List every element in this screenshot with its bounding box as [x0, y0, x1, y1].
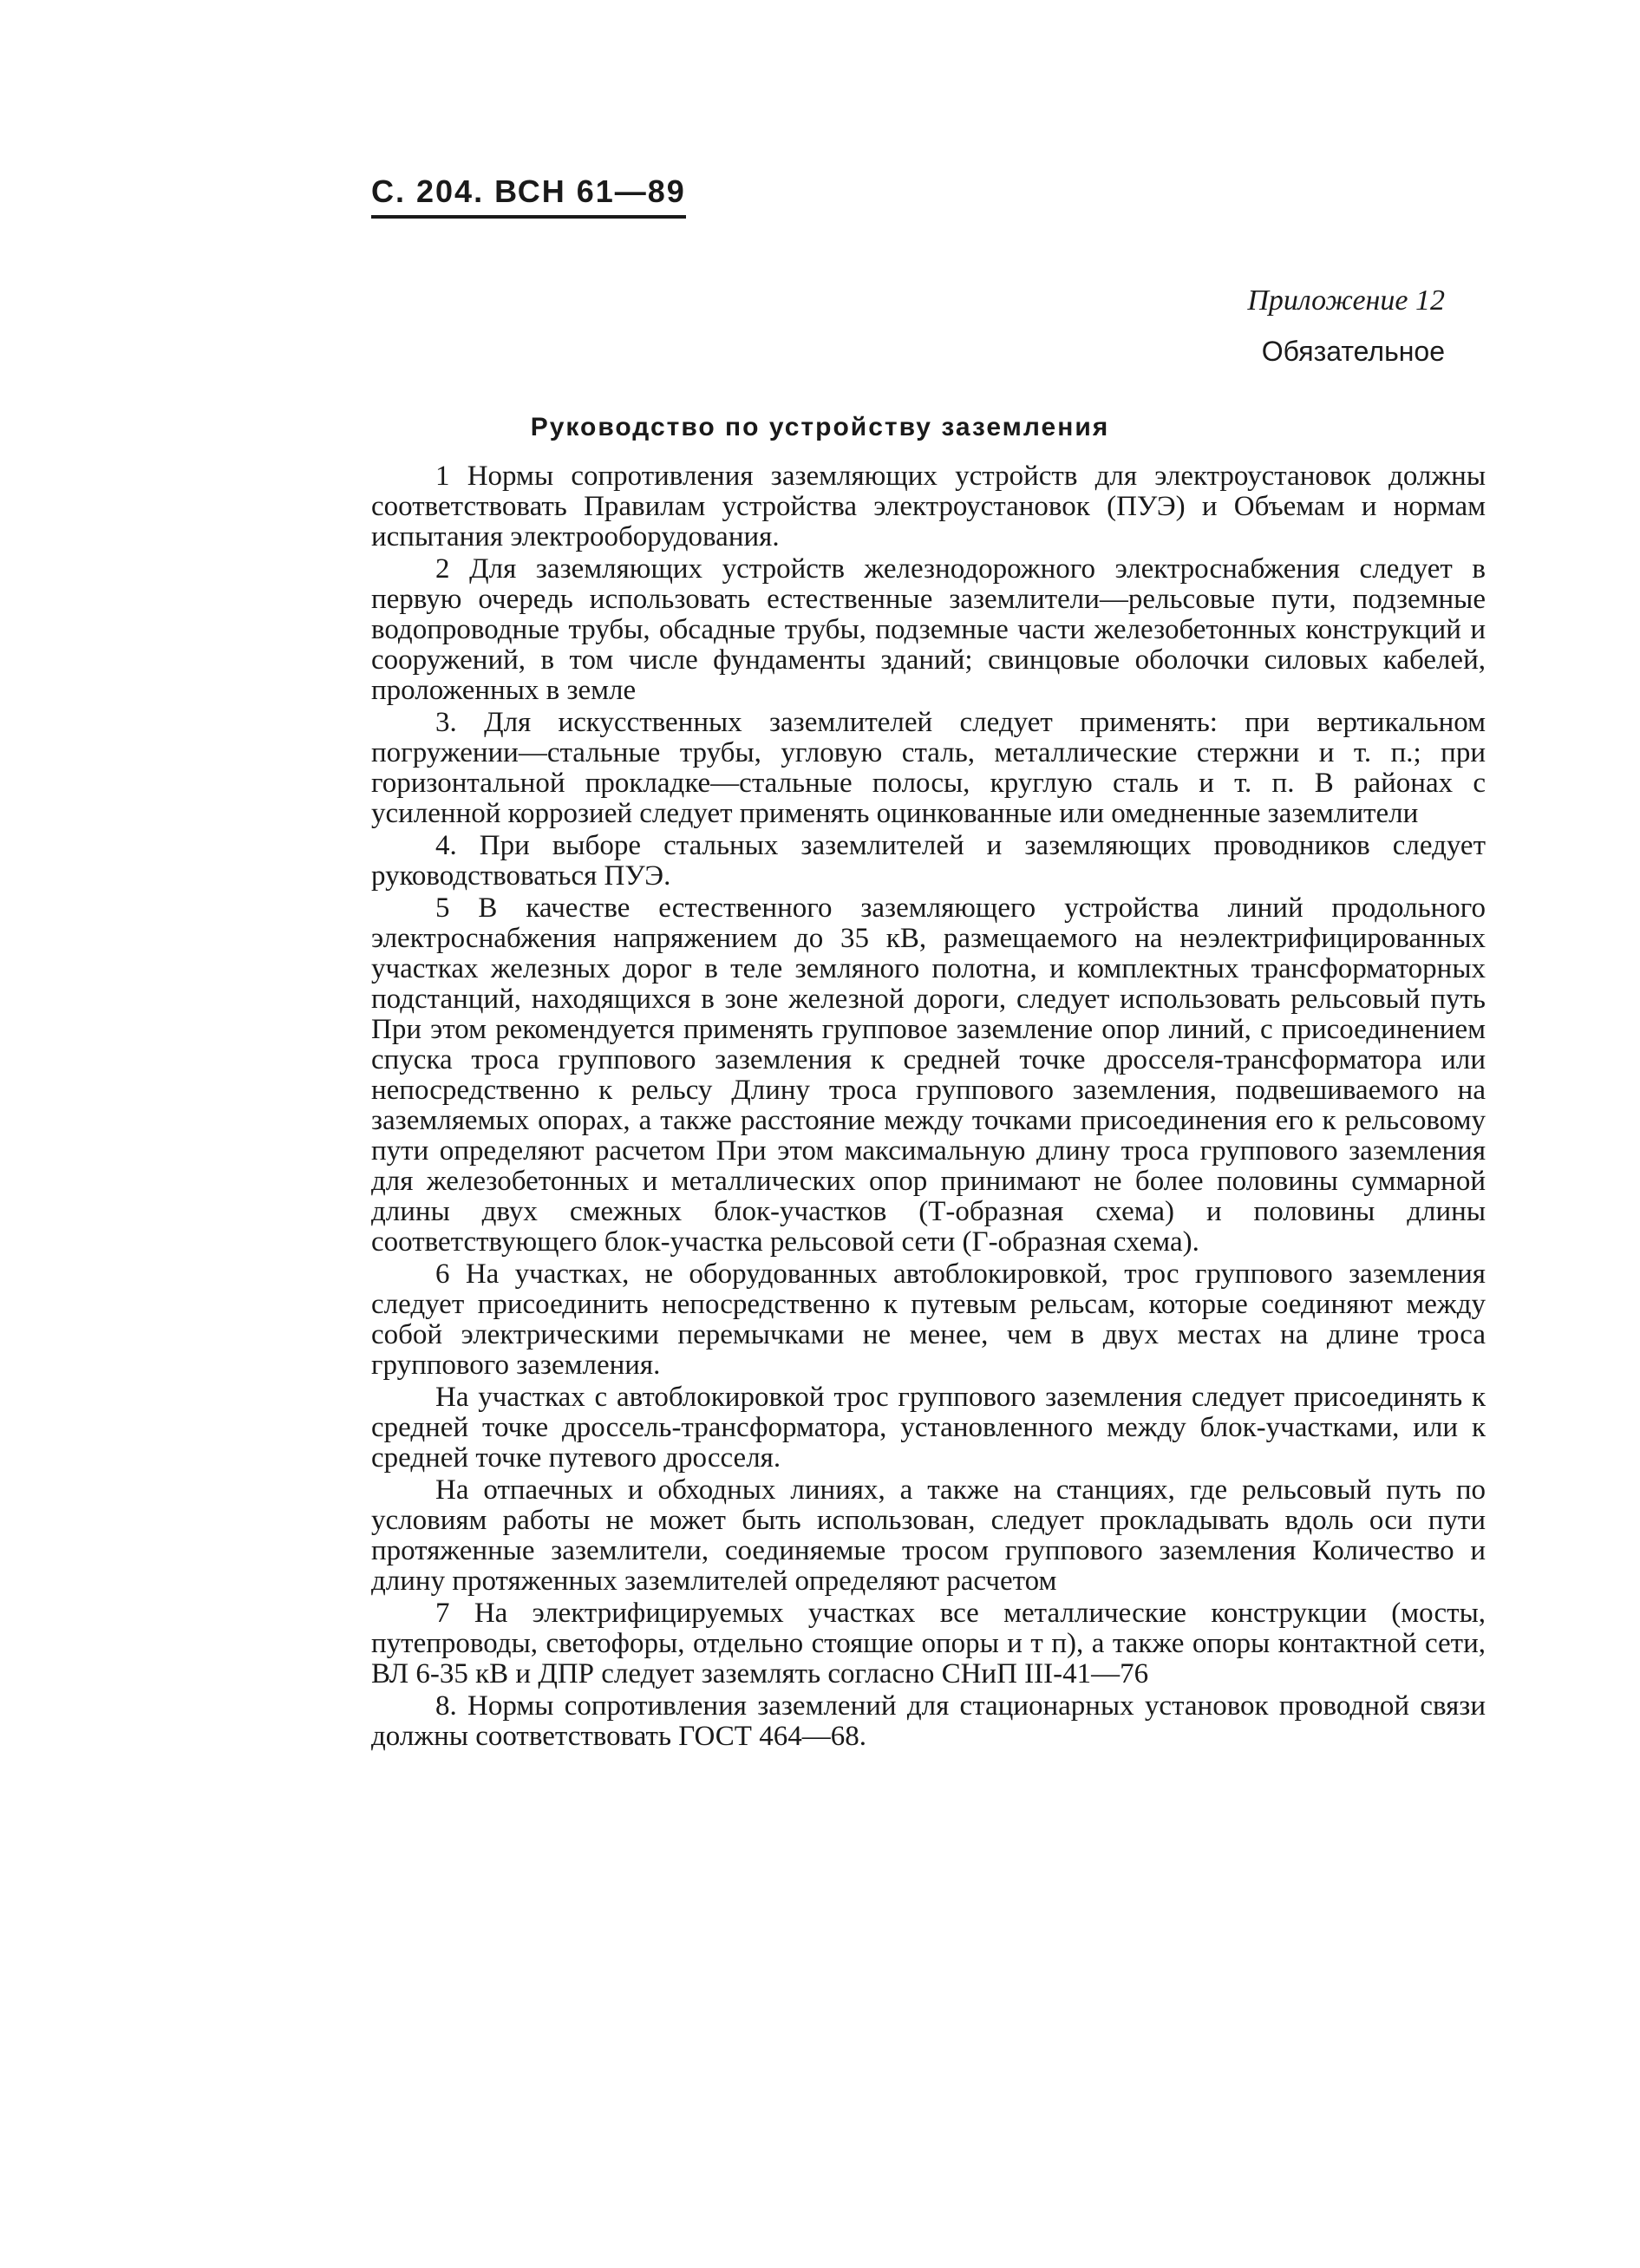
paragraph-6b: На отпаечных и обходных линиях, а также на станциях, где рельсовый путь по условиям работы не может быть использован, следует прокладывать вдоль оси пути протяженные заземлители, соединяемые тросом группового заземления Количество и длину протяженных заземлителей определяют расчетом [371, 1474, 1486, 1597]
section-title: Руководство по устройству заземления [530, 413, 1110, 441]
paragraph-6a: На участках с автоблокировкой трос группового заземления следует присоединять к средней точке дроссель-трансформатора, установленного между блок-участками, или к средней точке путевого дросселя. [371, 1382, 1486, 1474]
paragraph-3: 3. Для искусственных заземлителей следует применять: при вертикальном погружении—стальные трубы, угловую сталь, металлические стержни и т. п.; при горизонтальной прокладке—стальные полосы, круглую сталь и т. п. В районах с усиленной коррозией следует применять оцинкованные или омедненные заземлители [371, 707, 1486, 829]
paragraph-2: 2 Для заземляющих устройств железнодорожного электроснабжения следует в первую очередь использовать естественные заземлители—рельсовые пути, подземные водопроводные трубы, обсадные трубы, подземные части железобетонных конструкций и сооружений, в том числе фундаменты зданий; свинцовые оболочки силовых кабелей, проложенных в земле [371, 553, 1486, 706]
appendix-block [1247, 276, 1445, 376]
paragraph-5: 5 В качестве естественного заземляющего устройства линий продольного электроснабжения напряжением до 35 кВ, размещаемого на неэлектрифицированных участках железных дорог в теле земляного полотна, и комплектных трансформаторных подстанций, находящихся в зоне железной дороги, следует использовать рельсовый путь При этом рекомендуется применять групповое заземление опор линий, с присоединением спуска троса группового заземления к средней точке дросселя-трансформатора или непосредственно к рельсу Длину троса группового заземления, подвешиваемого на заземляемых опорах, а также расстояние между точками присоединения его к рельсовому пути определяют расчетом При этом максимальную длину троса группового заземления для железобетонных и металлических опор принимают не более половины суммарной длины двух смежных блок-участков (Т-образная схема) и половины длины соответствующего блок-участка рельсовой сети (Г-образная схема). [371, 892, 1486, 1258]
appendix-label: Приложение 12 [1247, 284, 1445, 317]
paragraph-1: 1 Нормы сопротивления заземляющих устройств для электроустановок должны соответствовать Правилам устройства электроустановок (ПУЭ) и Объемам и нормам испытания электрооборудования. [371, 461, 1486, 552]
paragraph-8: 8. Нормы сопротивления заземлений для стационарных установок проводной связи должны соответствовать ГОСТ 464—68. [371, 1690, 1486, 1752]
page-header: С. 204. ВСН 61—89 [371, 173, 686, 219]
paragraph-6: 6 На участках, не оборудованных автоблокировкой, трос группового заземления следует присоединить непосредственно к путевым рельсам, которые соединяют между собой электрическими перемычками не менее, чем в двух местах на длине троса группового заземления. [371, 1258, 1486, 1381]
appendix-status: Обязательное [1261, 336, 1445, 367]
paragraph-7: 7 На электрифицируемых участках все металлические конструкции (мосты, путепроводы, светофоры, отдельно стоящие опоры и т п), а также опоры контактной сети, ВЛ 6-35 кВ и ДПР следует заземлять согласно СНиП III-41—76 [371, 1598, 1486, 1690]
document-body [371, 461, 1486, 1754]
paragraph-4: 4. При выборе стальных заземлителей и заземляющих проводников следует руководствоваться ПУЭ. [371, 830, 1486, 892]
